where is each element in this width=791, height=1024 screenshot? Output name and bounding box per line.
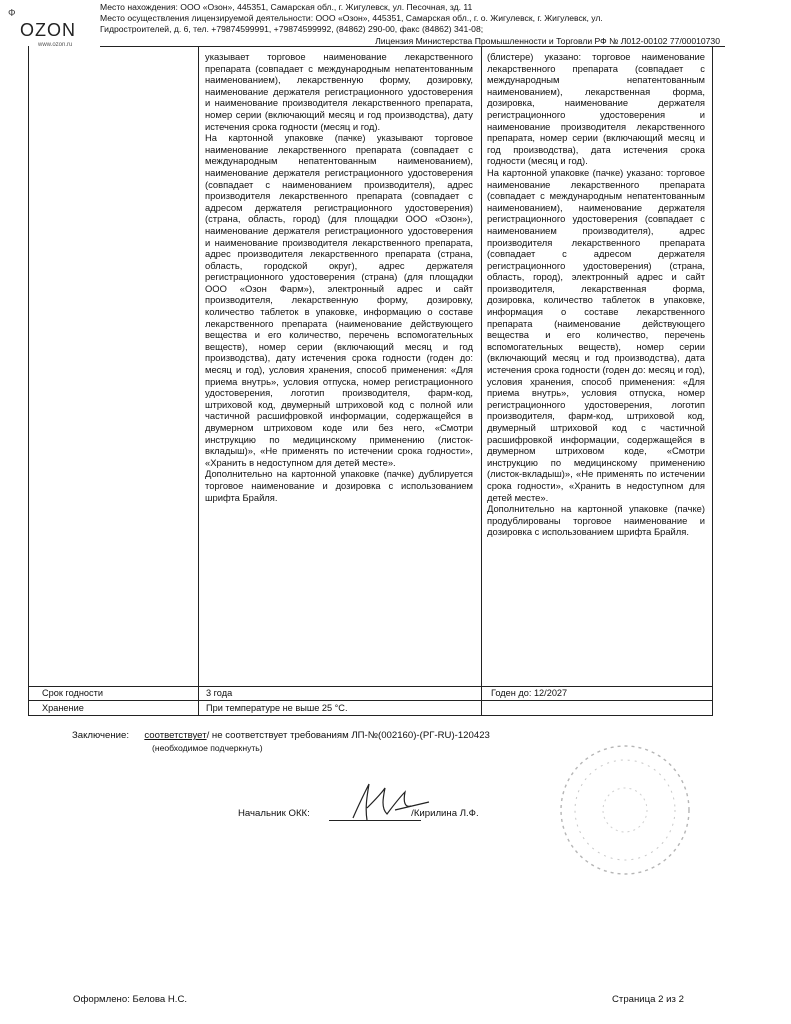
conclusion-chosen: соответствует	[144, 730, 207, 741]
round-stamp	[555, 740, 695, 880]
signature-position: Начальник ОКК:	[238, 808, 310, 819]
letterhead-license: Лицензия Министерства Промышленности и Торговли РФ № Л012-00102 77/00010730	[375, 35, 720, 46]
handwritten-signature	[345, 778, 435, 824]
table-border-col1	[198, 46, 199, 716]
conclusion-rest: / не соответствует требованиям ЛП-№(002160)-(РГ-RU)-120423	[206, 730, 490, 741]
logo-corner-mark: Ф	[8, 8, 16, 19]
actual-text-column	[487, 51, 705, 538]
requirement-paragraph-braille: Дополнительно на картонной упаковке (пачке) дублируется торговое наименование и дозировка с использованием шрифта Брайля.	[205, 468, 473, 503]
storage-requirement: При температуре не выше 25 °С.	[206, 703, 348, 713]
requirement-paragraph-blister: указывает торговое наименование лекарственного препарата (совпадает с международным непатентованным наименованием), лекарственную форму, дозировку, наименование держателя регистрационного удостоверения и наименование производителя лекарственного препарата, номер серии (включающий месяц и год производства), дату истечения срока годности (месяц и год).	[205, 51, 473, 132]
requirement-paragraph-carton: На картонной упаковке (пачке) указывают торговое наименование лекарственного препарата (совпадает с международным непатентованным наименованием), наименование держателя регистрационного удостоверения (совпадает с наименованием производителя), адрес производителя лекарственного препарата (совпадает с адресом держателя регистрационного удостоверения) (страна, область, город) (для площадки ООО «Озон»), наименование держателя регистрационного удостоверения и наименование производителя лекарственного препарата, адрес производителя лекарственного препарата (страна, область, городской округ), адрес держателя регистрационного удостоверения (страна) (для площадки ООО «Озон Фарм»), электронный адрес и сайт производителя, лекарственную форму, дозировку, количество таблеток в упаковке, информацию о составе лекарственного препарата (наименование действующего вещества и его количество, перечень вспомогательных веществ), номер серии (включающий месяц и год производства), дату истечения срока годности (годен до: месяц и год), условия хранения, способ применения: «Для приема внутрь», условия отпуска, номер регистрационного удостоверения, логотип производителя, фарм-код, штриховой код, двумерный штриховой код с полной или частичной расшифровкой информации, содержащейся в двумерном штриховом коде или без него, «Смотри инструкцию по медицинскому применению (листок-вкладыш)», «Не применять по истечении срока годности», «Хранить в недоступном для детей месте».	[205, 132, 473, 468]
table-border-right	[712, 46, 713, 716]
ozon-logo	[8, 8, 94, 46]
logo-brand: OZON	[20, 20, 76, 40]
footer-page-number: Страница 2 из 2	[612, 994, 684, 1005]
letterhead-rule	[100, 46, 725, 47]
footer-prepared-by: Оформлено: Белова Н.С.	[73, 994, 188, 1005]
table-rule-3	[28, 715, 713, 716]
actual-paragraph-carton: На картонной упаковке (пачке) указано: торговое наименование лекарственного препарата (совпадает с международным непатентованным наименованием), наименование держателя регистрационного удостоверения (совпадает с наименованием производителя), адрес производителя лекарственного препарата (совпадает с адресом держателя регистрационного удостоверения) (страна, область, город), электронный адрес и сайт производителя, лекарственная форма, дозировка, количество таблеток в упаковке, информация о составе лекарственного препарата (наименование действующего вещества и его количество, перечень вспомогательных веществ), номер серии (включающий месяц и год производства), дата истечения срока годности (годен до: месяц и год), условия хранения, способ применения: «Для приема внутрь», условия отпуска, номер регистрационного удостоверения, логотип производителя, фарм-код, штриховой код, двумерный штриховой код с частичной расшифровкой информации, содержащейся в двумерном штриховом коде, «Смотри инструкцию по медицинскому применению (листок-вкладыш)», «Не применять по истечении срока годности», «Хранить в недоступном для детей месте».	[487, 166, 705, 503]
actual-paragraph-blister: (блистере) указано: торговое наименование лекарственного препарата (совпадает с международным непатентованным наименованием), лекарственная форма, дозировка, наименование держателя регистрационного удостоверения и наименование производителя лекарственного препарата, номер серии (включающий месяц и год производства), дата истечения срока годности (месяц и год).	[487, 51, 705, 167]
table-rule-2	[28, 700, 713, 701]
signature-name: /Кирилина Л.Ф.	[411, 808, 479, 819]
table-rule-1	[28, 686, 713, 687]
table-border-left	[28, 46, 29, 716]
shelf-life-actual: Годен до: 12/2027	[491, 688, 568, 698]
letterhead-activity-place: Место осуществления лицензируемой деятельности: ООО «Озон», 445351, Самарская обл., г. о. Жигулевск, г. Жигулевск, ул.	[100, 13, 603, 24]
logo-site: www.ozon.ru	[38, 42, 73, 48]
actual-paragraph-braille: Дополнительно на картонной упаковке (пачке) продублированы торговое наименование и дозировка с использованием шрифта Брайля.	[487, 503, 705, 538]
storage-label: Хранение	[42, 703, 84, 713]
shelf-life-requirement: 3 года	[206, 688, 233, 698]
letterhead	[100, 2, 720, 47]
letterhead-contacts: Гидростроителей, д. 6, тел. +79874599991, +79874599992, (84862) 290-00, факс (84862) 341-08;	[100, 24, 484, 35]
shelf-life-label: Срок годности	[42, 688, 103, 698]
conclusion	[72, 730, 490, 753]
table-border-col2	[481, 46, 482, 716]
conclusion-label: Заключение:	[72, 730, 130, 741]
letterhead-address: Место нахождения: ООО «Озон», 445351, Самарская обл., г. Жигулевск, ул. Песочная, зд. 11	[100, 2, 473, 12]
conclusion-hint: (необходимое подчеркнуть)	[152, 743, 263, 753]
requirement-text-column	[205, 51, 473, 503]
